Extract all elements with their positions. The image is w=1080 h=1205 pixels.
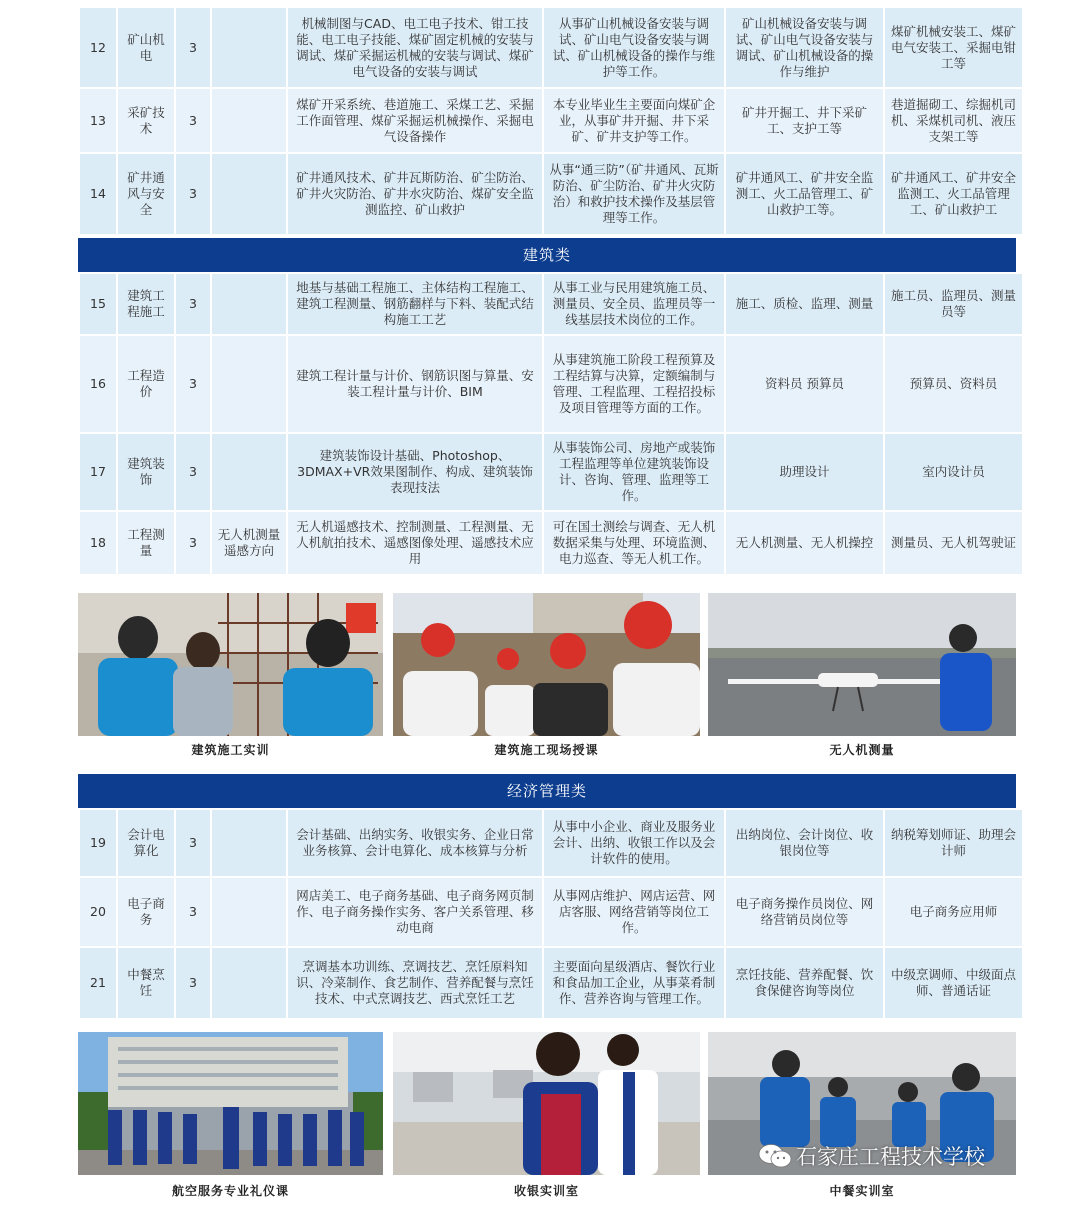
study-years: 3 <box>176 948 210 1020</box>
major-name: 中餐烹饪 <box>118 948 174 1020</box>
caption-construction-site-class: 建筑施工现场授课 <box>494 743 599 757</box>
table-row <box>80 8 1022 89</box>
table-row <box>80 810 1022 878</box>
major-name: 工程测量 <box>118 512 174 576</box>
job-posts: 施工、质检、监理、测量 <box>726 274 883 336</box>
major-direction <box>212 434 286 512</box>
employment-direction: 从事建筑施工阶段工程预算及工程结算与决算，定额编制与管理、工程监理、工程招投标及项目管理等方面的工作。 <box>544 336 724 434</box>
employment-direction: 本专业毕业生主要面向煤矿企业，从事矿井开掘、井下采矿、矿井支护等工作。 <box>544 89 724 154</box>
certificates: 矿井通风工、矿井安全监测工、火工品管理工、矿山救护工 <box>885 154 1022 236</box>
row-number: 12 <box>80 8 116 89</box>
study-years: 3 <box>176 8 210 89</box>
photo-aviation-etiquette <box>78 1032 383 1175</box>
major-direction <box>212 274 286 336</box>
caption-aviation-etiquette: 航空服务专业礼仪课 <box>171 1184 289 1198</box>
major-direction <box>212 810 286 878</box>
wechat-icon <box>758 1143 792 1169</box>
certificates: 煤矿机械安装工、煤矿电气安装工、采掘电钳工等 <box>885 8 1022 89</box>
table-row <box>80 89 1022 154</box>
row-number: 21 <box>80 948 116 1020</box>
category-header-economics: 经济管理类 <box>78 774 1016 808</box>
photo-construction-site-class <box>393 593 700 736</box>
certificates: 电子商务应用师 <box>885 878 1022 948</box>
major-direction <box>212 8 286 89</box>
table-row <box>80 274 1022 336</box>
certificates: 预算员、资料员 <box>885 336 1022 434</box>
major-direction <box>212 878 286 948</box>
employment-direction: 从事网店维护、网店运营、网店客服、网络营销等岗位工作。 <box>544 878 724 948</box>
watermark-text: 石家庄工程技术学校 <box>796 1145 985 1169</box>
employment-direction: 从事中小企业、商业及服务业会计、出纳、收银工作以及会计软件的使用。 <box>544 810 724 878</box>
certificates: 施工员、监理员、测量员等 <box>885 274 1022 336</box>
certificates: 巷道掘砌工、综掘机司机、采煤机司机、液压支架工等 <box>885 89 1022 154</box>
job-posts: 资料员 预算员 <box>726 336 883 434</box>
mining-table <box>78 8 1016 236</box>
core-courses: 会计基础、出纳实务、收银实务、企业日常业务核算、会计电算化、成本核算与分析 <box>288 810 542 878</box>
employment-direction: 从事矿山机械设备安装与调试、矿山电气设备安装与调试、矿山机械设备的操作与维护等工作。 <box>544 8 724 89</box>
major-direction: 无人机测量遥感方向 <box>212 512 286 576</box>
certificates: 纳税筹划师证、助理会计师 <box>885 810 1022 878</box>
caption-construction-training: 建筑施工实训 <box>191 743 270 757</box>
core-courses: 地基与基础工程施工、主体结构工程施工、建筑工程测量、钢筋翻样与下料、装配式结构施工工艺 <box>288 274 542 336</box>
study-years: 3 <box>176 336 210 434</box>
photo-drone-survey <box>708 593 1016 736</box>
study-years: 3 <box>176 878 210 948</box>
job-posts: 助理设计 <box>726 434 883 512</box>
certificates: 室内设计员 <box>885 434 1022 512</box>
core-courses: 建筑装饰设计基础、Photoshop、3DMAX+VR效果图制作、构成、建筑装饰表现技法 <box>288 434 542 512</box>
core-courses: 建筑工程计量与计价、钢筋识图与算量、安装工程计量与计价、BIM <box>288 336 542 434</box>
major-name: 矿井通风与安全 <box>118 154 174 236</box>
category-header-construction: 建筑类 <box>78 238 1016 272</box>
core-courses: 烹调基本功训练、烹调技艺、烹饪原料知识、冷菜制作、食艺制作、营养配餐与烹饪技术、中式烹调技艺、西式烹饪工艺 <box>288 948 542 1020</box>
table-row <box>80 154 1022 236</box>
major-name: 矿山机电 <box>118 8 174 89</box>
mining-rows <box>78 8 1024 236</box>
major-name: 建筑工程施工 <box>118 274 174 336</box>
job-posts: 烹饪技能、营养配餐、饮食保健咨询等岗位 <box>726 948 883 1020</box>
row-number: 20 <box>80 878 116 948</box>
study-years: 3 <box>176 154 210 236</box>
photo-construction-training <box>78 593 383 736</box>
certificates: 中级烹调师、中级面点师、普通话证 <box>885 948 1022 1020</box>
study-years: 3 <box>176 810 210 878</box>
study-years: 3 <box>176 434 210 512</box>
major-direction <box>212 948 286 1020</box>
job-posts: 出纳岗位、会计岗位、收银岗位等 <box>726 810 883 878</box>
major-direction <box>212 154 286 236</box>
major-name: 采矿技术 <box>118 89 174 154</box>
major-direction <box>212 336 286 434</box>
table-row <box>80 878 1022 948</box>
study-years: 3 <box>176 512 210 576</box>
row-number: 16 <box>80 336 116 434</box>
core-courses: 机械制图与CAD、电工电子技术、钳工技能、电工电子技能、煤矿固定机械的安装与调试、煤矿采掘运机械的安装与调试、煤矿电气设备的安装与调试 <box>288 8 542 89</box>
caption-chinese-cuisine-lab: 中餐实训室 <box>829 1184 895 1198</box>
employment-direction: 从事工业与民用建筑施工员、测量员、安全员、监理员等一线基层技术岗位的工作。 <box>544 274 724 336</box>
row-number: 15 <box>80 274 116 336</box>
job-posts: 无人机测量、无人机操控 <box>726 512 883 576</box>
major-name: 建筑装饰 <box>118 434 174 512</box>
construction-rows <box>78 274 1024 576</box>
row-number: 14 <box>80 154 116 236</box>
employment-direction: 从事装饰公司、房地产或装饰工程监理等单位建筑装饰设计、咨询、管理、监理等工作。 <box>544 434 724 512</box>
row-number: 13 <box>80 89 116 154</box>
economics-rows <box>78 810 1024 1020</box>
major-name: 工程造价 <box>118 336 174 434</box>
construction-table <box>78 274 1016 576</box>
table-row <box>80 948 1022 1020</box>
row-number: 17 <box>80 434 116 512</box>
caption-drone-survey: 无人机测量 <box>829 743 895 757</box>
row-number: 18 <box>80 512 116 576</box>
employment-direction: 可在国土测绘与调查、无人机数据采集与处理、环境监测、电力巡查、等无人机工作。 <box>544 512 724 576</box>
core-courses: 无人机遥感技术、控制测量、工程测量、无人机航拍技术、遥感图像处理、遥感技术应用 <box>288 512 542 576</box>
core-courses: 网店美工、电子商务基础、电子商务网页制作、电子商务操作实务、客户关系管理、移动电商 <box>288 878 542 948</box>
job-posts: 电子商务操作员岗位、网络营销员岗位等 <box>726 878 883 948</box>
study-years: 3 <box>176 89 210 154</box>
school-watermark <box>758 1141 985 1171</box>
table-row <box>80 336 1022 434</box>
employment-direction: 从事“通三防”（矿井通风、瓦斯防治、矿尘防治、矿井火灾防治）和救护技术操作及基层管理等工作。 <box>544 154 724 236</box>
economics-table <box>78 810 1016 1020</box>
core-courses: 煤矿开采系统、巷道施工、采煤工艺、采掘工作面管理、煤矿采掘运机械操作、采掘电气设备操作 <box>288 89 542 154</box>
major-direction <box>212 89 286 154</box>
major-name: 电子商务 <box>118 878 174 948</box>
certificates: 测量员、无人机驾驶证 <box>885 512 1022 576</box>
table-row <box>80 512 1022 576</box>
job-posts: 矿井开掘工、井下采矿工、支护工等 <box>726 89 883 154</box>
job-posts: 矿山机械设备安装与调试、矿山电气设备安装与调试、矿山机械设备的操作与维护 <box>726 8 883 89</box>
core-courses: 矿井通风技术、矿井瓦斯防治、矿尘防治、矿井火灾防治、矿井水灾防治、煤矿安全监测监控、矿山救护 <box>288 154 542 236</box>
job-posts: 矿井通风工、矿井安全监测工、火工品管理工、矿山救护工等。 <box>726 154 883 236</box>
row-number: 19 <box>80 810 116 878</box>
caption-cashier-training: 收银实训室 <box>513 1184 579 1198</box>
major-name: 会计电算化 <box>118 810 174 878</box>
study-years: 3 <box>176 274 210 336</box>
photo-cashier-training <box>393 1032 700 1175</box>
table-row <box>80 434 1022 512</box>
employment-direction: 主要面向星级酒店、餐饮行业和食品加工企业，从事菜肴制作、营养咨询与管理工作。 <box>544 948 724 1020</box>
